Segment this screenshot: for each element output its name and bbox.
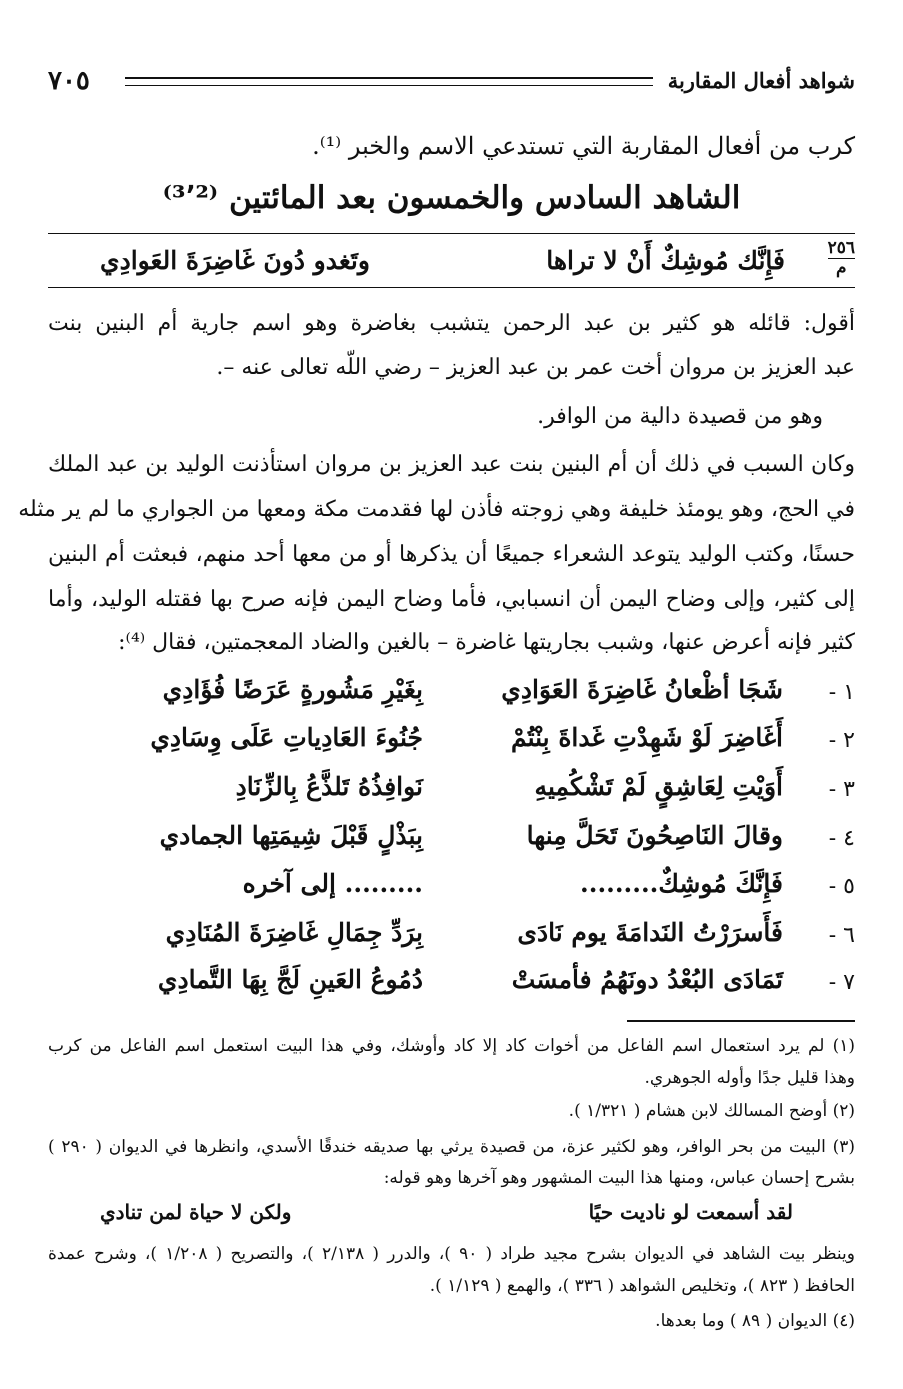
poem-line-number: ٣ - — [828, 777, 855, 802]
verse-top-rule — [48, 233, 855, 234]
poem-line-number: ٧ - — [828, 970, 855, 995]
footnote-line: وينظر بيت الشاهد في الديوان بشرح مجيد طراد ( ٩٠ )، والدرر ( ٢/١٣٨ )، والتصريح ( ١/٢٠٨ )، وشرح عمدة — [48, 1244, 855, 1264]
poem-line-number: ٦ - — [828, 923, 855, 948]
verse-bottom-rule — [48, 287, 855, 288]
poem-first-hemistich: وقالَ النَاصِحُونَ تَحَلَّ مِنها — [526, 821, 783, 850]
paragraph-line: كثير فإنه أعرض عنها، وشبب بجاريتها غاضرة – بالغين والضاد المعجمتين، فقال ⁽⁴⁾: — [118, 630, 855, 655]
page-number: ٧٠٥ — [48, 66, 90, 96]
poem-line-number: ٥ - — [828, 874, 855, 899]
footnote-verse-second-hemistich: ولكن لا حياة لمن تنادي — [100, 1200, 292, 1224]
running-header-title: شواهد أفعال المقاربة — [667, 68, 855, 93]
header-rule-thin — [125, 85, 653, 86]
poem-first-hemistich: شَجَا أظْعانُ غَاضِرَةَ العَوَادِي — [501, 675, 783, 704]
poem-line-number: ٤ - — [828, 826, 855, 851]
paragraph-line: حسنًا، وكتب الوليد يتوعد الشعراء جميعًا أن يذكرها أو من معها أحد منهم، فبعثت أم البنين — [48, 542, 855, 567]
paragraph-line: وكان السبب في ذلك أن أم البنين بنت عبد العزيز بن مروان استأذنت الوليد بن عبد الملك — [48, 452, 855, 477]
poem-second-hemistich: بِغَيْرِ مَشُورةٍ عَرَضًا فُؤَادِي — [162, 675, 423, 704]
footnote-line: الحافظ ( ٨٢٣ )، وتخليص الشواهد ( ٣٣٦ )، والهمع ( ١/١٢٩ ). — [429, 1276, 855, 1296]
paragraph-line: إلى كثير، وإلى وضاح اليمن أن انسبابي، فأما وضاح اليمن فإنه صرح بها فقتله الوليد، وأما — [48, 587, 855, 612]
footnote-line: (٤) الديوان ( ٨٩ ) وما بعدها. — [655, 1311, 855, 1331]
footnote-line: بشرح إحسان عباس، ومنها هذا البيت المشهور وهو آخرها وهو قوله: — [383, 1168, 855, 1188]
verse-number-bottom: م — [828, 258, 855, 276]
poem-first-hemistich: أَغَاضِرَ لَوْ شَهِدْتِ غَداةَ بِنْتُمْ — [510, 723, 783, 752]
poem-first-hemistich: فَأَسرَرْتُ النَدامَةَ يوم نَادَى — [517, 918, 783, 947]
main-verse-first-hemistich: فَإِنَّك مُوشِكٌ أَنْ لا تراها — [546, 246, 785, 275]
header-rule — [125, 77, 653, 79]
poem-second-hemistich: دُمُوعُ العَينِ لَجَّ بِهَا التَّمادِي — [157, 965, 423, 994]
footnote-line: وهذا قليل جدًا وأوله الجوهري. — [644, 1068, 855, 1088]
paragraph-line: عبد العزيز بن مروان أخت عمر بن عبد العزيز – رضي اللّه تعالى عنه –. — [216, 355, 855, 380]
footnote-separator — [627, 1020, 855, 1022]
poem-second-hemistich: جُنُوءَ العَادِياتِ عَلَى وِسَادِي — [150, 723, 423, 752]
poem-first-hemistich: تَمَادَى البُعْدُ دونَهُمُ فأمسَتْ — [511, 965, 783, 994]
footnote-line: (١) لم يرد استعمال اسم الفاعل من أخوات كاد إلا كاد وأوشك، وفي هذا البيت استعمل اسم الفاعل من كرب — [48, 1036, 855, 1056]
poem-second-hemistich: نَوافِذُهُ تَلذَّعُ بِالزِّنَادِ — [235, 772, 423, 801]
poem-line-number: ١ - — [828, 680, 855, 705]
main-verse-second-hemistich: وتَغدو دُونَ غَاضِرَةَ العَوادِي — [100, 246, 370, 275]
footnote-line: (٢) أوضح المسالك لابن هشام ( ١/٣٢١ ). — [568, 1101, 855, 1121]
verse-number — [828, 240, 855, 276]
paragraph-line: أقول: قائله هو كثير بن عبد الرحمن يتشبب بغاضرة وهو اسم جارية أم البنين بنت — [48, 311, 855, 336]
paragraph-line: في الحج، وهو يومئذ خليفة وهي زوجته فأذن لها فقدمت مكة ومعها من الجواري ما لم ير مثله — [18, 497, 855, 522]
footnote-verse-first-hemistich: لقد أسمعت لو ناديت حيًا — [588, 1200, 793, 1224]
verse-number-top: ٢٥٦ — [827, 238, 855, 258]
poem-line-number: ٢ - — [828, 728, 855, 753]
section-heading: الشاهد السادس والخمسون بعد المائتين ⁽³٬²⁾ — [162, 180, 741, 216]
footnote-line: (٣) البيت من بحر الوافر، وهو لكثير عزة، من قصيدة يرثي بها صديقه خندقًا الأسدي، وانظرها في الديوان ( ٢٩٠ ) — [48, 1137, 855, 1157]
poem-first-hemistich: أَوَيْتِ لِعَاشِقٍ لَمْ تَشْكُمِيهِ — [534, 772, 783, 801]
intro-line: كرب من أفعال المقاربة التي تستدعي الاسم والخبر ⁽¹⁾. — [312, 132, 855, 160]
poem-second-hemistich: بِرَدِّ جِمَالِ غَاضِرَةَ المُنَادِي — [165, 918, 423, 947]
paragraph-line: وهو من قصيدة دالية من الوافر. — [537, 404, 823, 429]
poem-second-hemistich: بِبَذْلٍ قَبْلَ شِيمَتِها الجمادي — [159, 821, 423, 850]
poem-second-hemistich: ......... إلى آخره — [242, 869, 423, 898]
poem-first-hemistich: فَإِنَّكَ مُوشِكٌ......... — [580, 869, 783, 898]
